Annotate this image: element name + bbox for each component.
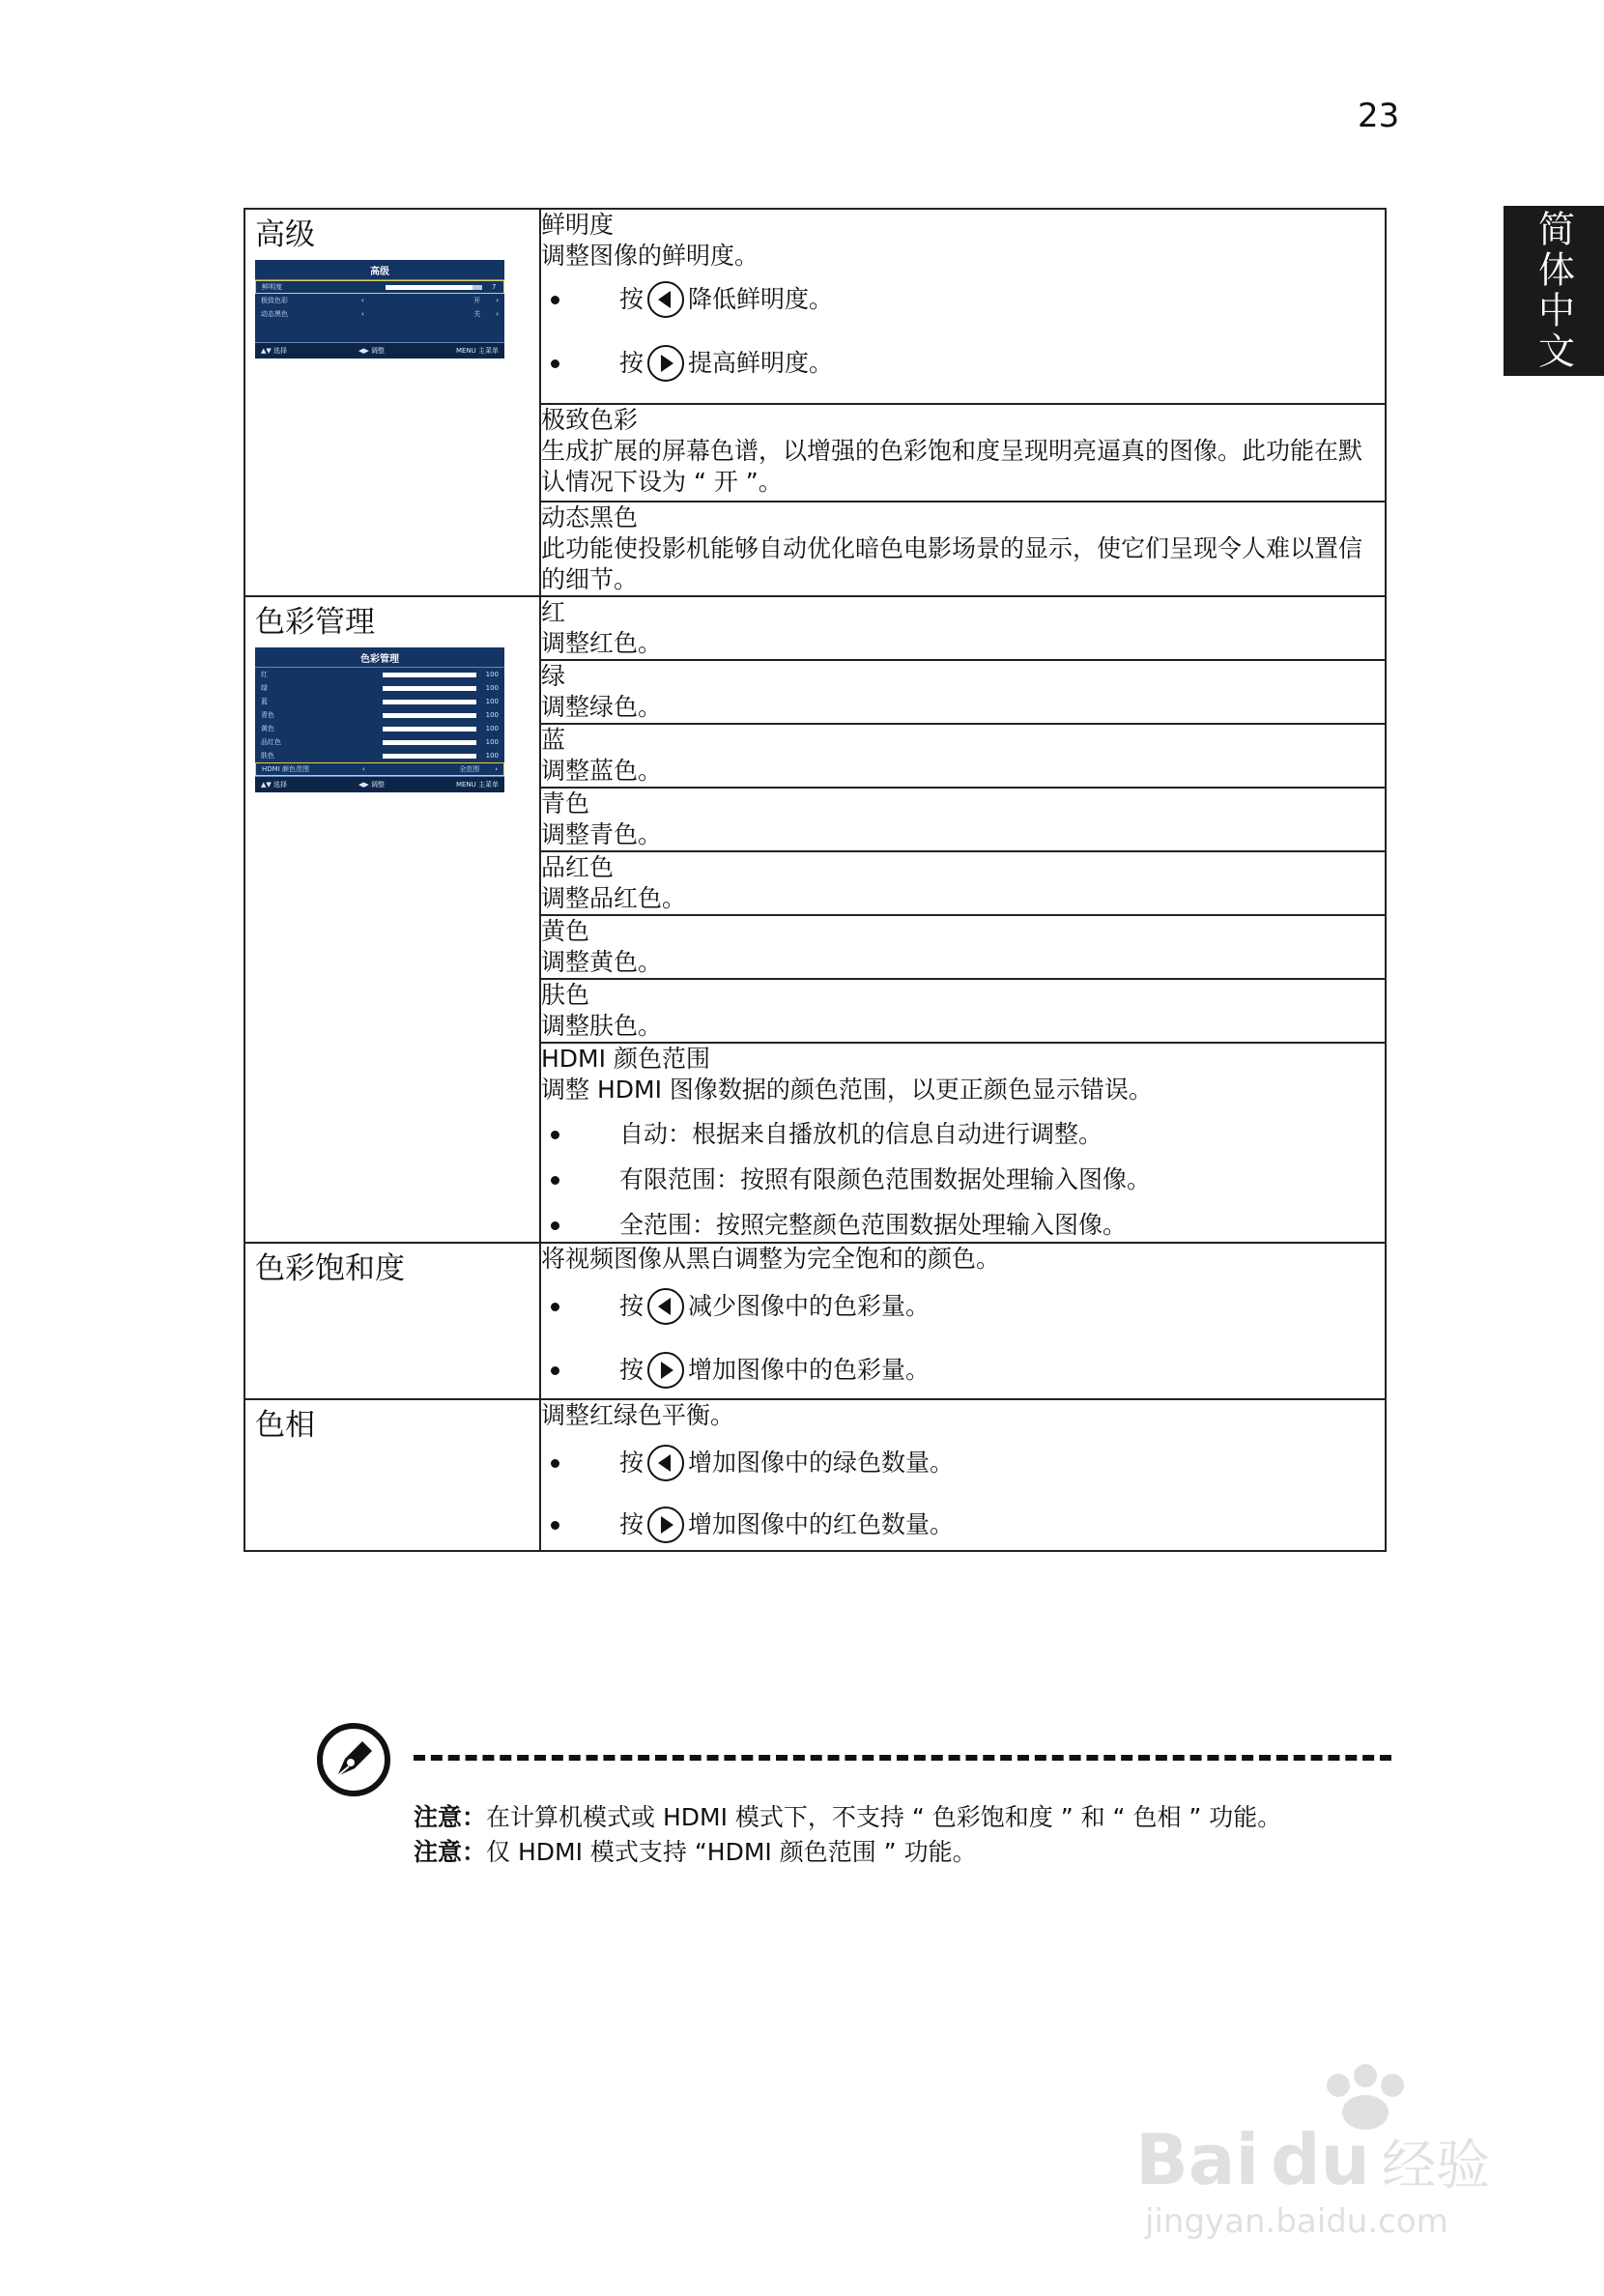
skin-title: 肤色: [541, 981, 590, 1009]
saturation-label: 色彩饱和度: [255, 1251, 405, 1286]
osd-row: [255, 708, 504, 722]
osd-slider: [383, 740, 476, 745]
tint-desc-cell: [540, 1399, 1386, 1551]
osd-row: [255, 668, 504, 681]
osd-row-label: 肤色: [261, 752, 274, 760]
bullet-dot: [551, 1366, 559, 1375]
osd-row-option: 关: [473, 310, 481, 318]
bullet-dot: [551, 1303, 559, 1311]
osd-row-sharpness: [255, 280, 504, 294]
red-desc: 调整红色。: [541, 629, 663, 657]
osd-row: [255, 749, 504, 762]
osd-row-label: 红: [261, 671, 268, 678]
osd-footer-menu: MENU 主菜单: [455, 347, 499, 355]
sharpness-title: 鲜明度: [541, 211, 615, 239]
saturation-desc-cell: [540, 1243, 1386, 1399]
bullet-text: 减少图像中的色彩量。: [688, 1292, 931, 1320]
note-text: 在计算机模式或 HDMI 模式下，不支持 “ 色彩饱和度 ” 和 “ 色相 ” 功能。: [486, 1803, 1282, 1831]
svg-text:du: du: [1271, 2119, 1370, 2200]
skin-desc: 调整肤色。: [541, 1012, 663, 1040]
svg-text:jingyan.baidu.com: jingyan.baidu.com: [1145, 2202, 1448, 2241]
osd-row-value: 100: [485, 725, 499, 732]
blue-title: 蓝: [541, 726, 566, 754]
osd-slider-fill: [383, 754, 476, 759]
osd-slider-fill: [383, 700, 476, 704]
osd-row-label: HDMI 颜色范围: [262, 765, 309, 773]
svg-text:Bai: Bai: [1135, 2119, 1260, 2200]
magenta-title: 品红色: [541, 853, 615, 881]
blue-cell: [540, 724, 1386, 788]
baidu-watermark-logo: [1126, 2058, 1512, 2252]
advanced-cell: [244, 209, 540, 596]
osd-row-label: 青色: [261, 711, 274, 719]
osd-row-label: 蓝: [261, 698, 268, 705]
bullet-item: [541, 1507, 1385, 1543]
left-arrow-icon: ‹: [361, 297, 364, 304]
brilliant-color-cell: [540, 404, 1386, 502]
osd-row-value: 100: [485, 698, 499, 705]
saturation-cell: [244, 1243, 540, 1399]
press-text: 按: [619, 1510, 644, 1538]
bullet-dot: [551, 359, 559, 368]
osd-slider-fill: [383, 713, 476, 718]
osd-row-label: 极致色彩: [261, 297, 288, 304]
osd-slider-fill: [383, 673, 476, 677]
cyan-desc: 调整青色。: [541, 820, 663, 848]
osd-row-hdmi-range: [255, 762, 504, 776]
bullet-text: 增加图像中的红色数量。: [688, 1510, 955, 1538]
bullet-item: [541, 1352, 1385, 1389]
color-management-osd-thumbnail: [255, 647, 504, 792]
bullet-dot: [551, 1521, 559, 1530]
osd-slider: [383, 754, 476, 759]
bullet-item: [541, 345, 1385, 382]
bullet-text: 有限范围：按照有限颜色范围数据处理输入图像。: [619, 1165, 1152, 1193]
tint-desc: 调整红绿色平衡。: [541, 1401, 735, 1429]
sharpness-cell: [540, 209, 1386, 404]
bullet-dot: [551, 1131, 559, 1139]
right-button-icon: [647, 1352, 684, 1389]
bullet-text: 全范围：按照完整颜色范围数据处理输入图像。: [619, 1211, 1128, 1239]
osd-slider: [383, 713, 476, 718]
hdmi-range-desc: 调整 HDMI 图像数据的颜色范围，以更正颜色显示错误。: [541, 1076, 1153, 1104]
osd-footer: [255, 342, 504, 359]
yellow-cell: [540, 915, 1386, 979]
osd-footer-select: ▲▼ 选择: [261, 781, 287, 789]
note-pen-icon: [316, 1722, 391, 1797]
osd-row-dynamic-black: [255, 307, 504, 321]
advanced-label: 高级: [255, 217, 315, 252]
bullet-item: [541, 1210, 1385, 1241]
bullet-text: 增加图像中的色彩量。: [688, 1356, 931, 1384]
osd-slider: [383, 700, 476, 704]
green-cell: [540, 660, 1386, 724]
note-label: 注意：: [414, 1803, 487, 1831]
osd-row: [255, 722, 504, 735]
bullet-item: [541, 1164, 1385, 1195]
osd-slider: [383, 727, 476, 732]
note-line-2: [414, 1836, 977, 1869]
bullet-dot: [551, 1221, 559, 1230]
brilliant-color-title: 极致色彩: [541, 406, 639, 434]
bullet-text: 增加图像中的绿色数量。: [688, 1449, 955, 1477]
osd-slider-fill: [386, 285, 473, 290]
hdmi-range-cell: [540, 1043, 1386, 1243]
osd-title: 色彩管理: [255, 647, 504, 668]
osd-footer-select: ▲▼ 选择: [261, 347, 287, 355]
osd-slider: [383, 686, 476, 691]
blue-desc: 调整蓝色。: [541, 757, 663, 785]
right-arrow-icon: ›: [496, 310, 499, 318]
tint-cell: [244, 1399, 540, 1551]
osd-row-brilliant-color: [255, 294, 504, 307]
osd-row-label: 鲜明度: [262, 283, 282, 291]
settings-table: [243, 208, 1387, 1552]
magenta-desc: 调整品红色。: [541, 884, 687, 912]
osd-row-label: 动态黑色: [261, 310, 288, 318]
bullet-item: [541, 1445, 1385, 1481]
osd-row: [255, 681, 504, 695]
page-number: 23: [1358, 97, 1400, 135]
osd-row-value: 100: [485, 738, 499, 746]
osd-footer-adjust: ◀▶ 调整: [358, 781, 385, 789]
bullet-dot: [551, 1459, 559, 1468]
press-text: 按: [619, 1292, 644, 1320]
osd-footer-adjust: ◀▶ 调整: [358, 347, 385, 355]
hdmi-range-title: HDMI 颜色范围: [541, 1045, 710, 1073]
osd-row-option: 开: [473, 297, 481, 304]
osd-row-value: 100: [485, 684, 499, 692]
yellow-desc: 调整黄色。: [541, 948, 663, 976]
bullet-text: 降低鲜明度。: [688, 285, 834, 313]
red-cell: [540, 596, 1386, 660]
osd-row-value: 100: [485, 752, 499, 760]
osd-footer-menu: MENU 主菜单: [455, 781, 499, 789]
osd-slider-fill: [383, 740, 476, 745]
press-text: 按: [619, 1356, 644, 1384]
dynamic-black-title: 动态黑色: [541, 503, 639, 531]
osd-row-option: 全范围: [459, 765, 480, 773]
magenta-cell: [540, 851, 1386, 915]
skin-cell: [540, 979, 1386, 1043]
osd-footer: [255, 776, 504, 792]
press-text: 按: [619, 349, 644, 377]
osd-row: [255, 695, 504, 708]
press-text: 按: [619, 1449, 644, 1477]
cyan-cell: [540, 788, 1386, 851]
language-tab: 简体中文: [1504, 206, 1604, 376]
bullet-item: [541, 1119, 1385, 1150]
osd-title: 高级: [255, 260, 504, 280]
right-button-icon: [647, 345, 684, 382]
press-text: 按: [619, 285, 644, 313]
left-arrow-icon: ‹: [361, 310, 364, 318]
cyan-title: 青色: [541, 789, 590, 818]
brilliant-color-desc: 生成扩展的屏幕色谱，以增强的色彩饱和度呈现明亮逼真的图像。此功能在默认情况下设为 “ 开 ”。: [541, 437, 1363, 496]
tint-label: 色相: [255, 1408, 315, 1443]
saturation-desc: 将视频图像从黑白调整为完全饱和的颜色。: [541, 1245, 1001, 1273]
osd-spacer: [255, 321, 504, 342]
green-title: 绿: [541, 662, 566, 690]
bullet-text: 自动：根据来自播放机的信息自动进行调整。: [619, 1120, 1103, 1148]
osd-row-value: 100: [485, 671, 499, 678]
color-management-cell: [244, 596, 540, 1243]
note-text: 仅 HDMI 模式支持 “HDMI 颜色范围 ” 功能。: [486, 1838, 977, 1866]
green-desc: 调整绿色。: [541, 693, 663, 721]
left-arrow-icon: ‹: [362, 765, 365, 773]
color-management-label: 色彩管理: [255, 605, 375, 640]
bullet-item: [541, 281, 1385, 318]
dynamic-black-cell: [540, 502, 1386, 596]
red-title: 红: [541, 598, 566, 626]
dynamic-black-desc: 此功能使投影机能够自动优化暗色电影场景的显示，使它们呈现令人难以置信的细节。: [541, 534, 1363, 593]
osd-row-label: 品红色: [261, 738, 281, 746]
osd-slider: [386, 285, 482, 290]
note-label: 注意：: [414, 1838, 487, 1866]
bullet-item: [541, 1288, 1385, 1325]
bullet-dot: [551, 296, 559, 304]
osd-slider-fill: [383, 686, 476, 691]
left-button-icon: [647, 1288, 684, 1325]
yellow-title: 黄色: [541, 917, 590, 945]
left-button-icon: [647, 281, 684, 318]
right-arrow-icon: ›: [495, 765, 498, 773]
bullet-text: 提高鲜明度。: [688, 349, 834, 377]
advanced-osd-thumbnail: [255, 260, 504, 359]
right-button-icon: [647, 1507, 684, 1543]
osd-row: [255, 735, 504, 749]
osd-slider-fill: [383, 727, 476, 732]
osd-row-value: 7: [492, 283, 497, 291]
right-arrow-icon: ›: [496, 297, 499, 304]
osd-row-label: 黄色: [261, 725, 274, 732]
bullet-dot: [551, 1176, 559, 1185]
note-line-1: [414, 1801, 1281, 1834]
osd-row-label: 绿: [261, 684, 268, 692]
note-divider: [414, 1755, 1391, 1761]
left-button-icon: [647, 1445, 684, 1481]
osd-slider: [383, 673, 476, 677]
svg-text:经验: 经验: [1382, 2135, 1490, 2197]
osd-row-value: 100: [485, 711, 499, 719]
sharpness-desc: 调整图像的鲜明度。: [541, 242, 759, 270]
